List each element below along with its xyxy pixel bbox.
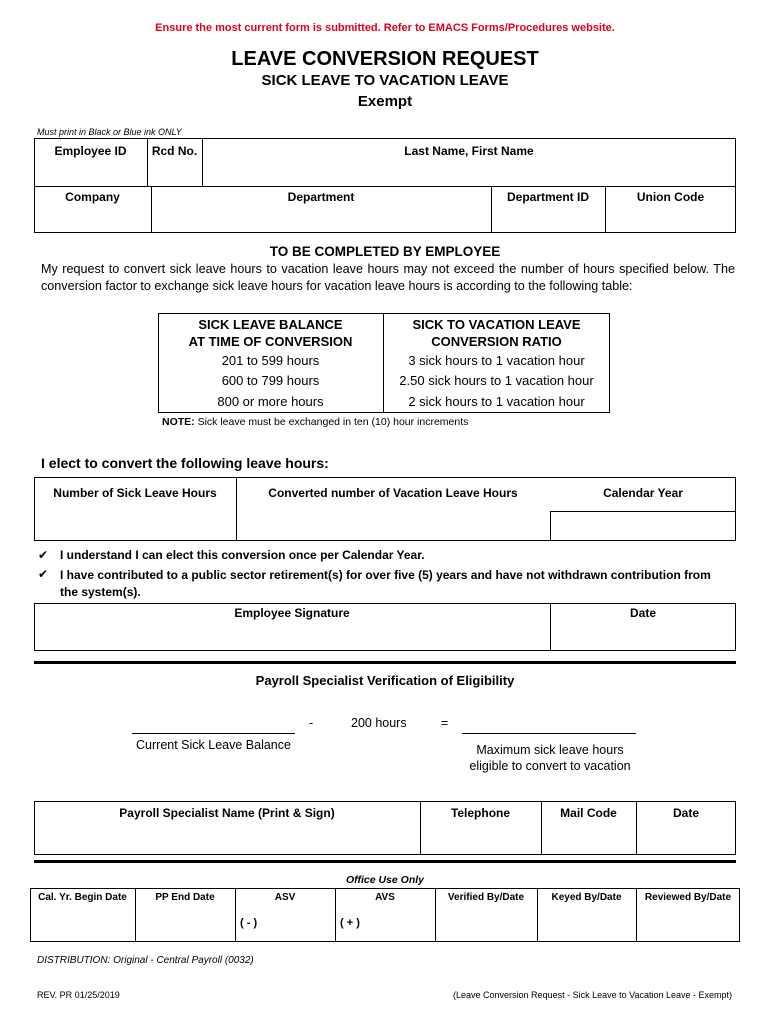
office-col-begin-date[interactable]: Cal. Yr. Begin Date: [38, 892, 127, 903]
ratio-row-balance: 600 to 799 hours: [221, 373, 320, 388]
office-use-heading: Office Use Only: [345, 874, 424, 886]
ratio-col2-header: SICK TO VACATION LEAVE CONVERSION RATIO: [412, 317, 581, 349]
employee-id-field[interactable]: [34, 144, 147, 158]
check-icon: ✔: [38, 567, 49, 581]
signature-date-field[interactable]: [550, 606, 736, 620]
asv-sign: ( - ): [240, 917, 258, 929]
acknowledgement-once-per-year: [38, 548, 48, 562]
ratio-row-balance: 800 or more hours: [217, 394, 324, 409]
specialist-name-label: Payroll Specialist Name (Print & Sign): [119, 806, 335, 820]
current-balance-line[interactable]: [132, 733, 295, 734]
mail-code-label: Mail Code: [560, 806, 617, 820]
union-code-label: Union Code: [636, 190, 705, 204]
max-hours-label: Maximum sick leave hours eligible to convert to vacation: [469, 743, 631, 773]
sick-hours-field[interactable]: [34, 486, 236, 500]
rcd-no-label: Rcd No.: [151, 144, 198, 158]
form-title: LEAVE CONVERSION REQUEST: [231, 48, 539, 70]
avs-sign: ( + ): [340, 917, 360, 929]
section-divider: [34, 661, 736, 664]
equals-sign: =: [441, 716, 449, 730]
office-col-avs[interactable]: AVS: [375, 892, 395, 903]
ratio-row-balance: 201 to 599 hours: [221, 353, 320, 368]
office-col-reviewed[interactable]: Reviewed By/Date: [644, 892, 732, 903]
section-divider: [34, 860, 736, 863]
current-balance-label: Current Sick Leave Balance: [136, 738, 291, 752]
employee-section-intro: My request to convert sick leave hours to vacation leave hours may not exceed the number of hours specified below. The conversion factor to exchange sick leave hours for vacation leave hours is according to the following table:: [41, 262, 735, 293]
office-col-keyed[interactable]: Keyed By/Date: [551, 892, 622, 903]
revision-date: REV. PR 01/25/2019: [37, 990, 120, 1000]
department-field[interactable]: [151, 190, 491, 204]
election-heading: I elect to convert the following leave hours:: [41, 455, 329, 471]
employee-signature-label: Employee Signature: [234, 606, 350, 620]
sick-hours-label: Number of Sick Leave Hours: [53, 486, 217, 500]
department-label: Department: [287, 190, 355, 204]
form-subtitle: SICK LEAVE TO VACATION LEAVE: [261, 72, 509, 89]
employee-signature-field[interactable]: [34, 606, 550, 620]
hours-deduction: 200 hours: [351, 716, 407, 730]
signature-date-label: Date: [629, 606, 656, 620]
form-subtitle-exempt: Exempt: [357, 93, 413, 110]
telephone-label: Telephone: [450, 806, 511, 820]
rcd-no-field[interactable]: [147, 144, 202, 158]
name-label: Last Name, First Name: [404, 144, 534, 158]
office-col-asv[interactable]: ASV: [274, 892, 296, 903]
office-col-verified[interactable]: Verified By/Date: [447, 892, 525, 903]
department-id-label: Department ID: [506, 190, 589, 204]
ratio-row-ratio: 2 sick hours to 1 vacation hour: [408, 394, 585, 409]
acknowledgement-retirement: [38, 567, 48, 581]
minus-sign: -: [309, 716, 314, 730]
payroll-heading: Payroll Specialist Verification of Eligibility: [255, 673, 515, 688]
check-icon: ✔: [38, 548, 49, 562]
employee-id-label: Employee ID: [54, 144, 127, 158]
max-hours-line[interactable]: [462, 733, 636, 734]
current-form-warning: Ensure the most current form is submitted. Refer to EMACS Forms/Procedures website.: [155, 22, 615, 34]
vacation-hours-label: Converted number of Vacation Leave Hours: [268, 486, 518, 500]
name-field[interactable]: [202, 144, 736, 158]
distribution-note: DISTRIBUTION: Original - Central Payroll (0032): [37, 955, 254, 966]
ink-note: Must print in Black or Blue ink ONLY: [37, 127, 182, 137]
specialist-name-field[interactable]: [34, 806, 420, 820]
acknowledgement-text: I understand I can elect this conversion once per Calendar Year.: [60, 548, 425, 562]
form-name-footer: (Leave Conversion Request - Sick Leave to Vacation Leave - Exempt): [453, 990, 732, 1000]
telephone-field[interactable]: [420, 806, 541, 820]
employee-section-heading: TO BE COMPLETED BY EMPLOYEE: [269, 244, 501, 259]
office-col-pp-end-date[interactable]: PP End Date: [155, 892, 215, 903]
mail-code-field[interactable]: [541, 806, 636, 820]
payroll-date-field[interactable]: [636, 806, 736, 820]
company-field[interactable]: [34, 190, 151, 204]
ratio-row-ratio: 3 sick hours to 1 vacation hour: [408, 353, 585, 368]
department-id-field[interactable]: [491, 190, 605, 204]
union-code-field[interactable]: [605, 190, 736, 204]
calendar-year-field[interactable]: [550, 486, 736, 500]
ratio-row-ratio: 2.50 sick hours to 1 vacation hour: [399, 373, 594, 388]
calendar-year-label: Calendar Year: [603, 486, 683, 500]
payroll-date-label: Date: [672, 806, 699, 820]
increment-note: NOTE: Sick leave must be exchanged in ten (10) hour increments: [162, 416, 469, 428]
company-label: Company: [65, 190, 120, 204]
acknowledgement-text: I have contributed to a public sector retirement(s) for over five (5) years and have not withdrawn contribution from the system(s).: [60, 568, 711, 599]
vacation-hours-field[interactable]: [236, 486, 550, 500]
ratio-col1-header: SICK LEAVE BALANCE AT TIME OF CONVERSION: [188, 317, 353, 349]
